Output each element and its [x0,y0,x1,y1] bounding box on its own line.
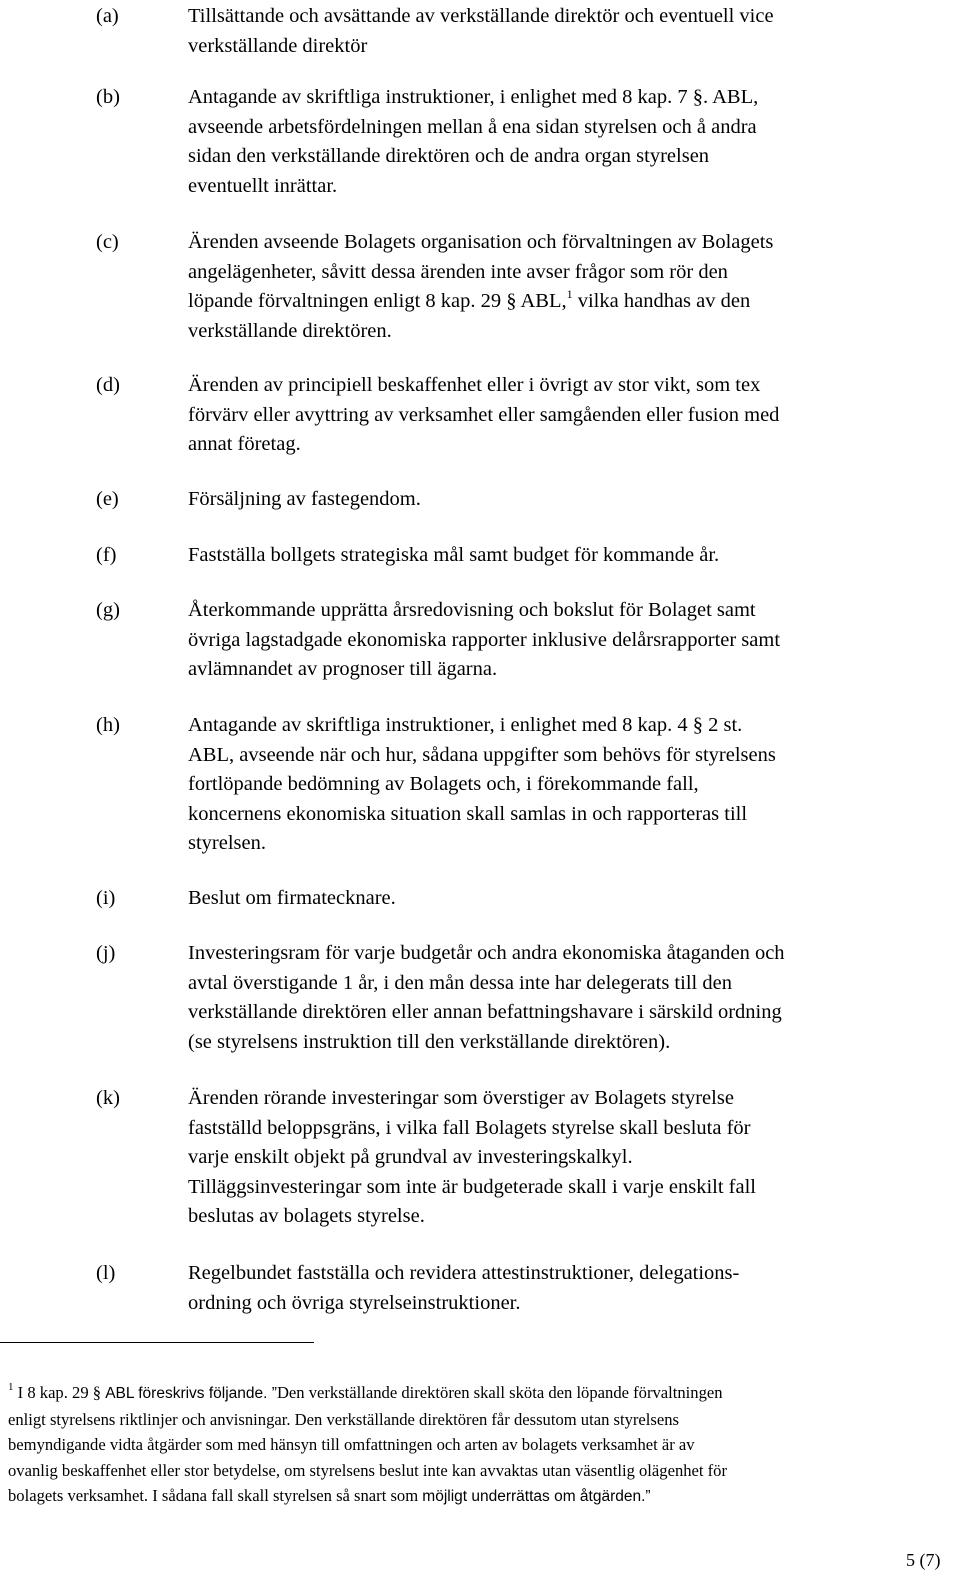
text-line: styrelsen. [188,832,266,854]
item-label: (h) [96,714,120,736]
footnote-separator [0,1342,314,1343]
text-line: Ärenden avseende Bolagets organisation och förvaltningen av Bolagets [188,231,774,253]
item-label: (j) [96,942,116,964]
text-line: ordning och övriga styrelseinstruktioner. [188,1291,521,1314]
text-line: Investeringsram för varje budgetår och andra ekonomiska åtaganden och [188,942,785,964]
text-line: Försäljning av fastegendom. [188,488,421,510]
text-line: sidan den verkställande direktören och de andra organ styrelsen [188,145,710,167]
item-text [188,541,948,571]
text-line: Återkommande upprätta årsredovisning och bokslut för Bolaget samt [188,599,756,621]
item-label: (d) [96,374,120,396]
item-label: (f) [96,544,117,566]
item-label: (k) [96,1087,120,1109]
text-segment: möjligt underrättas om åtgärden.” [422,1488,651,1505]
item-text [188,371,948,460]
text-line: förvärv eller avyttring av verksamhet eller samgåenden eller fusion med [188,403,780,426]
text-line: koncernens ekonomiska situation skall samlas in och rapporteras till [188,802,748,825]
text-segment: ABL föreskrivs följande. ” [105,1385,277,1402]
text-line: avseende arbetsfördelningen mellan å ena sidan styrelsen och å andra [188,115,757,138]
item-text [188,711,948,859]
item-text [188,884,948,914]
item-label: (l) [96,1262,116,1284]
item-text [188,485,948,515]
item-text [188,228,948,346]
footnote-line: enligt styrelsens riktlinjer och anvisningar. Den verkställande direktören får dessutom utan styrelsens [8,1409,679,1429]
text-line: Beslut om firmatecknare. [188,887,396,909]
text-line: Antagande av skriftliga instruktioner, i enlighet med 8 kap. 4 § 2 st. [188,714,743,736]
footnote-reference: 1 [566,287,573,301]
item-text [188,1084,948,1232]
item-text [188,939,948,1057]
text-line: (se styrelsens instruktion till den verkställande direktören). [188,1030,671,1053]
text-line: avlämnandet av prognoser till ägarna. [188,658,498,680]
text-segment: I 8 kap. 29 § [13,1383,106,1402]
text-segment: Den verkställande direktören skall sköta den löpande förvaltningen [276,1383,723,1402]
text-line: Regelbundet fastställa och revidera attestinstruktioner, delegations- [188,1262,740,1284]
text-line: verkställande direktören. [188,319,392,342]
text-line: fortlöpande bedömning av Bolagets och, i förekommande fall, [188,773,699,795]
text-segment: bolagets verksamhet. I sådana fall skall styrelsen så snart som [8,1486,423,1505]
text-line: verkställande direktören eller annan befattningshavare i särskild ordning [188,1001,782,1023]
footnote-line: bemyndigande vidta åtgärder som med hänsyn till omfattningen och arten av bolagets verksamhet är av [8,1435,695,1454]
text-line: Tilläggsinvesteringar som inte är budgeterade skall i varje enskilt fall [188,1175,756,1198]
text-line: ABL, avseende när och hur, sådana uppgifter som behövs för styrelsens [188,743,776,766]
page-number: 5 (7) [906,1550,941,1570]
text-line: avtal överstigande 1 år, i den mån dessa inte har delegerats till den [188,971,732,994]
text-line: eventuellt inrättar. [188,174,338,197]
item-text [188,2,948,61]
item-label: (e) [96,488,119,510]
item-text [188,1259,948,1318]
item-label: (a) [96,5,119,27]
item-text [188,596,948,685]
text-line: verkställande direktör [188,34,368,57]
item-label: (i) [96,887,116,909]
text-line: fastställd beloppsgräns, i vilka fall Bolagets styrelse skall besluta för [188,1116,751,1139]
text-line: Antagande av skriftliga instruktioner, i enlighet med 8 kap. 7 §. ABL, [188,86,759,108]
text-line: Tillsättande och avsättande av verkställande direktör och eventuell vice [188,5,774,27]
item-label: (c) [96,231,119,253]
text-line: angelägenheter, såvitt dessa ärenden inte avser frågor som rör den [188,260,728,283]
text-line: Ärenden rörande investeringar som överstiger av Bolagets styrelse [188,1087,734,1109]
text-line: varje enskilt objekt på grundval av investeringskalkyl. [188,1146,633,1168]
text-line: beslutas av bolagets styrelse. [188,1205,425,1227]
text-line [188,287,948,317]
text-line: övriga lagstadgade ekonomiska rapporter inklusive delårsrapporter samt [188,628,781,651]
footnote-line [8,1483,953,1510]
text-segment: löpande förvaltningen enligt 8 kap. 29 § ABL, [188,290,567,312]
footnote-line [8,1380,953,1407]
item-label: (b) [96,86,120,108]
footnote-mark: 1 [8,1381,14,1393]
footnote [8,1380,953,1510]
text-line: Ärenden av principiell beskaffenhet eller i övrigt av stor vikt, som tex [188,374,761,396]
item-text [188,83,948,201]
text-line: Fastställa bollgets strategiska mål samt budget för kommande år. [188,544,720,566]
item-label: (g) [96,599,120,621]
footnote-line: ovanlig beskaffenhet eller stor betydelse, om styrelsens beslut inte kan avvaktas utan väsentlig olägenhet för [8,1460,728,1480]
text-line: annat företag. [188,433,301,455]
text-segment: vilka handhas av den [572,290,751,312]
